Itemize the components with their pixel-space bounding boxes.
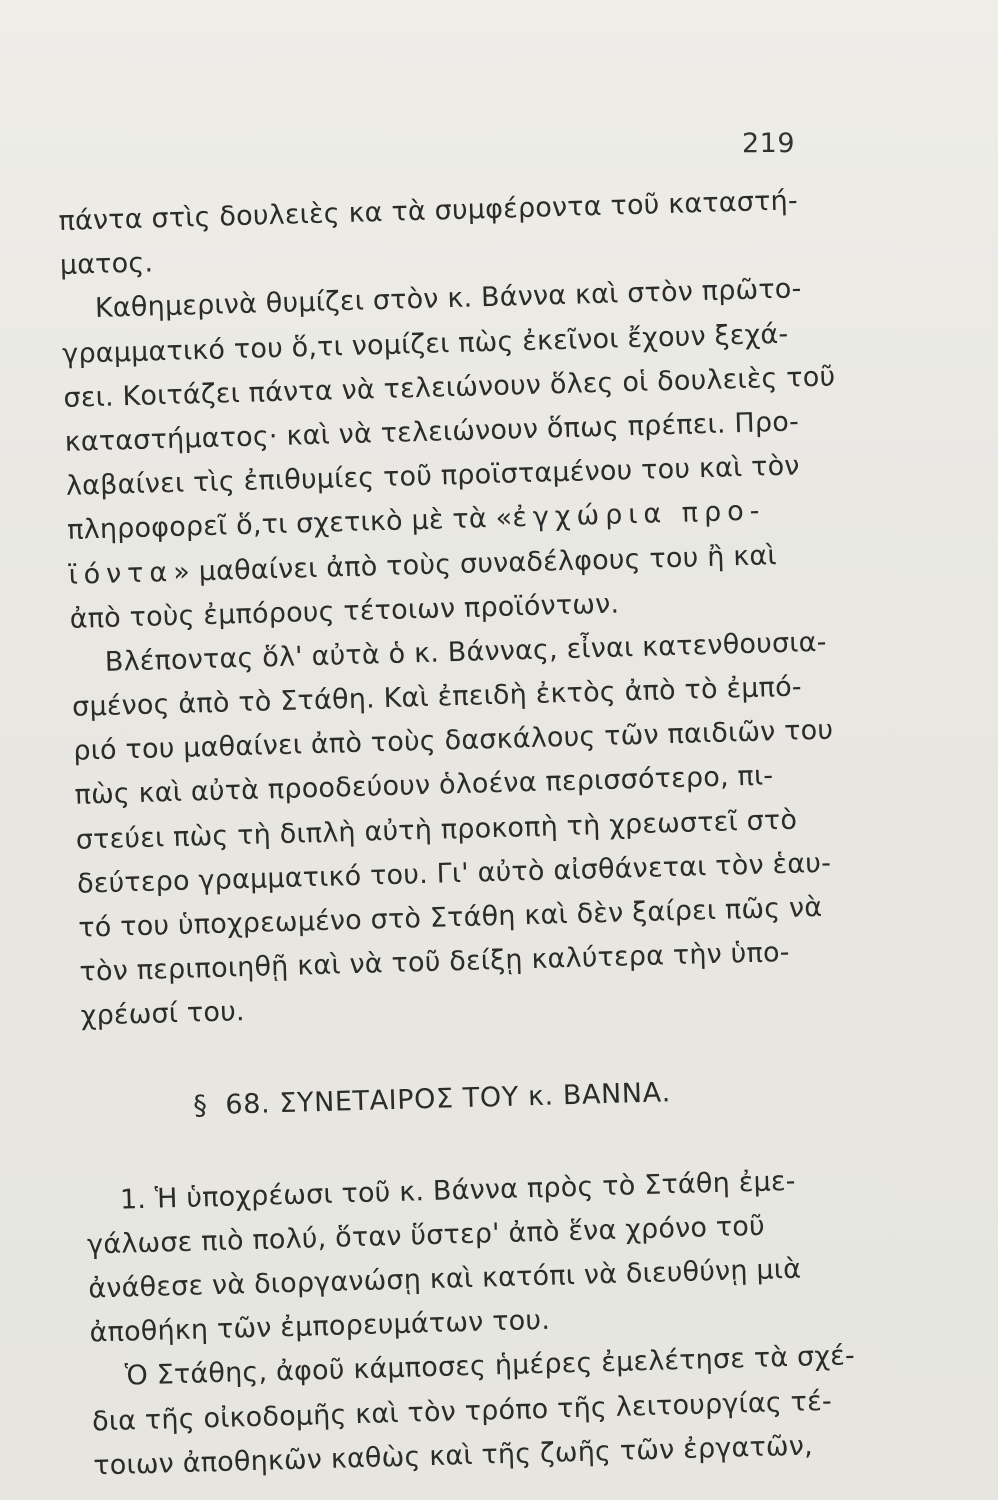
text-segment: » μαθαίνει ἀπὸ τοὺς συναδέλφους του ἢ καὶ [172, 539, 778, 588]
text-line: τό του ὑποχρεωμένο στὸ Στάθη καὶ δὲν ξαίρει πῶς νὰ [77, 891, 823, 944]
text-line: λαβαίνει τὶς ἐπιθυμίες τοῦ προϊσταμένου του καὶ τὸν [65, 450, 801, 503]
text-line: γραμματικό του ὅ,τι νομίζει πὼς ἐκεῖνοι ἔχουν ξεχά- [61, 318, 789, 370]
text-line: Ὁ Στάθης, ἀφοῦ κάμποσες ἡμέρες ἐμελέτησε τὰ σχέ- [124, 1340, 856, 1392]
text-segment: πληροφορεῖ ὅ,τι σχετικὸ μὲ τὰ « [66, 502, 513, 547]
spaced-term: ϊόντα [68, 556, 174, 591]
text-line: ματος. [59, 247, 154, 282]
text-line: γάλωσε πιὸ πολύ, ὅταν ὕστερ' ἀπὸ ἕνα χρόνο τοῦ [86, 1210, 766, 1261]
spaced-term: ἐγχώρια προ- [511, 495, 766, 534]
section-title: 68. ΣΥΝΕΤΑΙΡΟΣ ΤΟΥ κ. ΒΑΝΝΑ. [225, 1076, 672, 1121]
text-line: Βλέποντας ὅλ' αὐτὰ ὁ κ. Βάννας, εἶναι κατενθουσια- [104, 626, 827, 678]
text-line: σει. Κοιτάζει πάντα νὰ τελειώνουν ὅλες οἱ δουλειὲς τοῦ [63, 361, 836, 414]
text-line: πάντα στὶς δουλειὲς κα τὰ συμφέροντα τοῦ καταστή- [58, 185, 799, 237]
text-line: ἀπὸ τοὺς ἐμπόρους τέτοιων προϊόντων. [69, 588, 620, 635]
text-line: τοιων ἀποθηκῶν καθὼς καὶ τῆς ζωῆς τῶν ἐργατῶν, [92, 1430, 814, 1482]
text-line: στεύει πὼς τὴ διπλὴ αὐτὴ προκοπὴ τὴ χρεωστεῖ στὸ [75, 804, 798, 856]
text-line: δεύτερο γραμματικό του. Γι' αὐτὸ αἰσθάνεται τὸν ἑαυ- [76, 847, 832, 900]
section-sign: § [192, 1089, 208, 1122]
paragraph-4 [90, 1334, 893, 1489]
text-line: ἀνάθεσε νὰ διοργανώσῃ καὶ κατόπι νὰ διευθύνῃ μιὰ [87, 1253, 802, 1305]
paragraph-3 [85, 1157, 890, 1356]
text-line: Καθημερινὰ θυμίζει στὸν κ. Βάννα καὶ στὸν πρῶτο- [94, 273, 802, 325]
text-line: χρέωσί του. [80, 996, 246, 1033]
text-line: τὸν περιποιηθῇ καὶ νὰ τοῦ δείξῃ καλύτερα τὴν ὑπο- [79, 937, 791, 988]
paragraph-2 [70, 619, 881, 1039]
text-line: 1. Ἡ ὑποχρέωσι τοῦ κ. Βάννα πρὸς τὸ Στάθη ἐμε- [119, 1165, 797, 1216]
paragraph-1 [58, 178, 870, 642]
text-line: ριό του μαθαίνει ἀπὸ τοὺς δασκάλους τῶν παιδιῶν του [72, 714, 834, 768]
text-line: καταστήματος· καὶ νὰ τελειώνουν ὅπως πρέπει. Προ- [64, 406, 800, 458]
page-number: 219 [742, 128, 796, 159]
text-line: σμένος ἀπὸ τὸ Στάθη. Καὶ ἐπειδὴ ἐκτὸς ἀπὸ τὸ ἐμπό- [71, 671, 803, 723]
text-line: πὼς καὶ αὐτὰ προοδεύουν ὁλοένα περισσότερο, πι- [74, 760, 774, 812]
text-line: δια τῆς οἰκοδομῆς καὶ τὸν τρόπο τῆς λειτουργίας τέ- [91, 1385, 833, 1438]
body-text [58, 178, 894, 1489]
text-line: ἀποθήκη τῶν ἐμπορευμάτων του. [89, 1304, 551, 1349]
